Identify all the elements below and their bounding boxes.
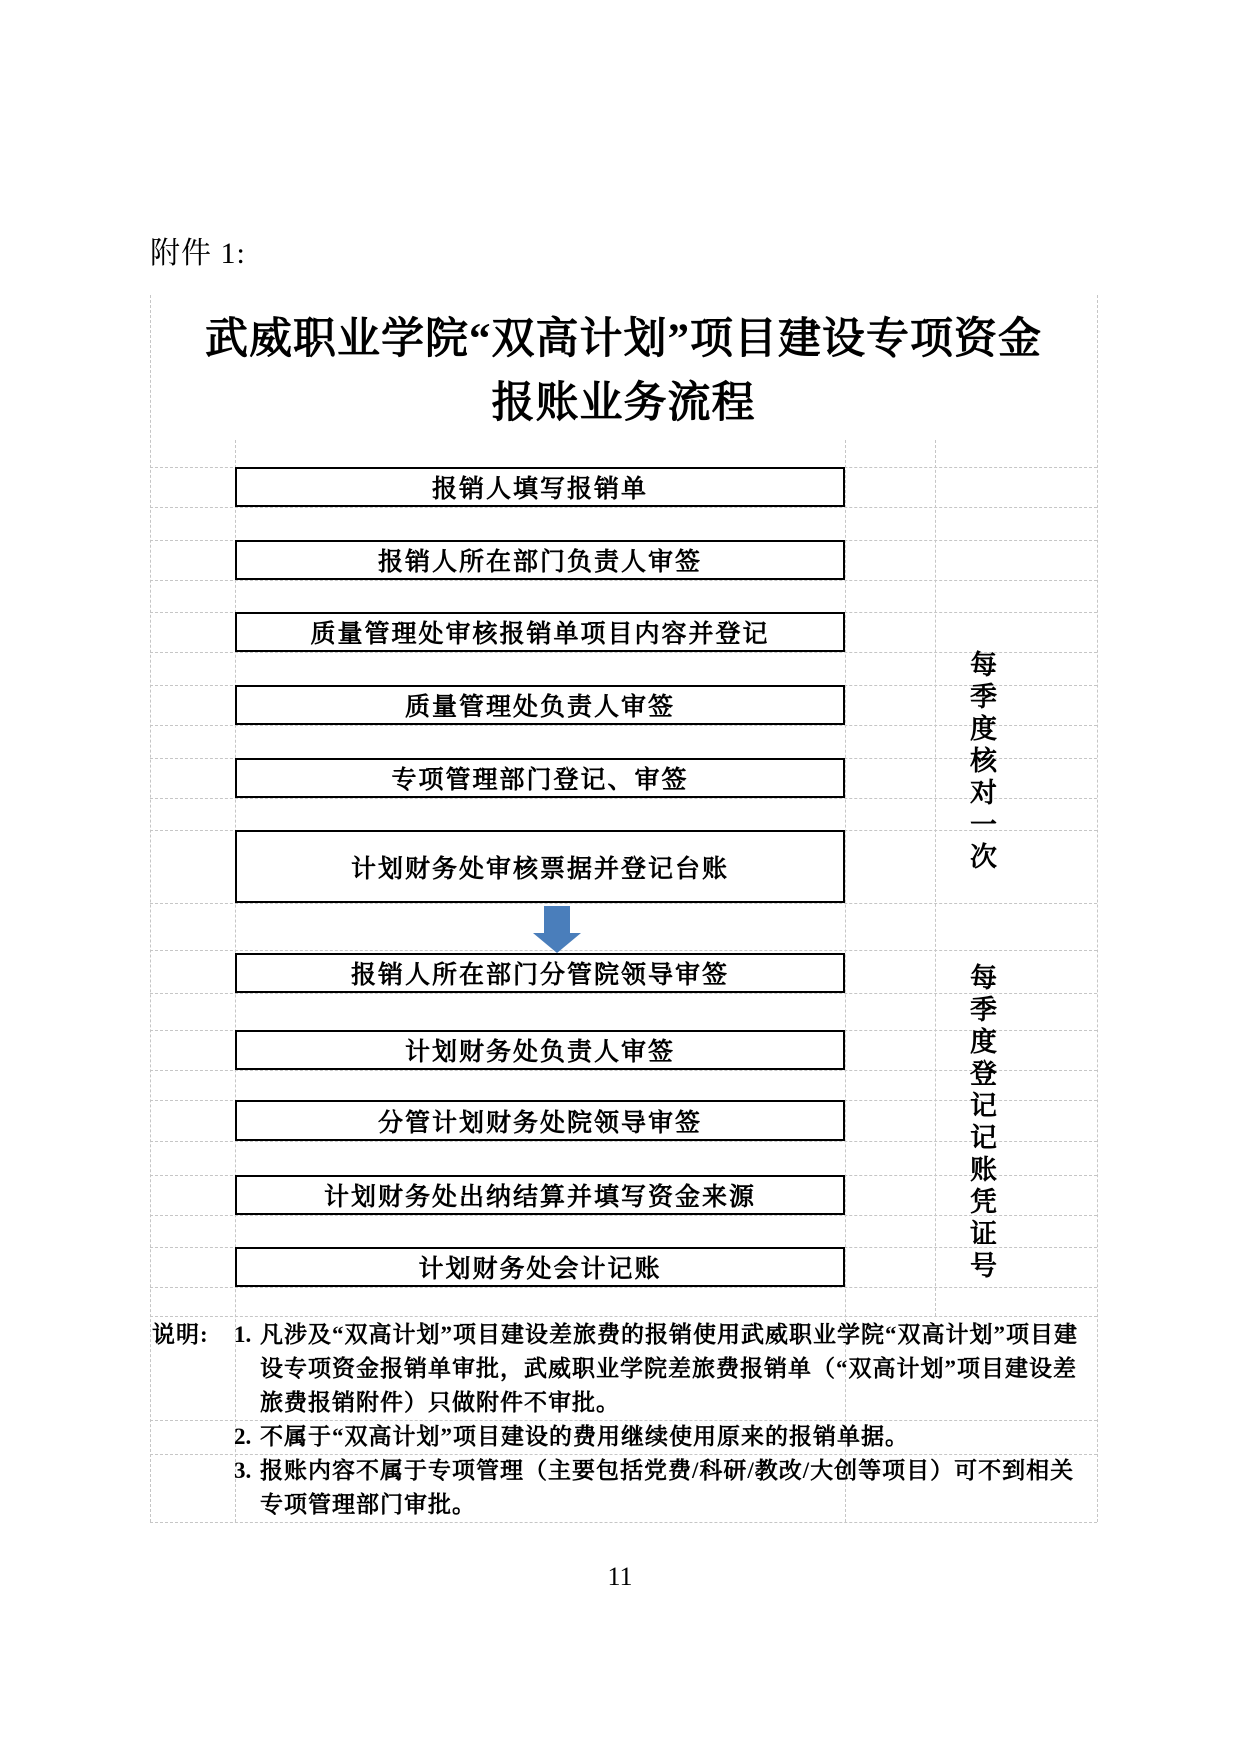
page-title-line2: 报账业务流程 bbox=[491, 380, 756, 427]
note-number: 2. bbox=[234, 1424, 252, 1449]
grid-line-horizontal bbox=[150, 1522, 1097, 1523]
page-title bbox=[150, 308, 1097, 436]
grid-line-horizontal bbox=[150, 903, 1097, 904]
grid-line-horizontal bbox=[150, 1316, 1097, 1317]
grid-line-horizontal bbox=[150, 1215, 1097, 1216]
side-label-quarterly-check: 每季度核对一次 bbox=[966, 650, 996, 874]
grid-line-horizontal bbox=[150, 507, 1097, 508]
flow-step-3 bbox=[235, 612, 845, 652]
flow-step-9 bbox=[235, 1100, 845, 1141]
flow-step-8 bbox=[235, 1030, 845, 1070]
notes-heading: 说明: bbox=[152, 1322, 209, 1347]
grid-line-horizontal bbox=[150, 798, 1097, 799]
flow-step-9-label: 分管计划财务处院领导审签 bbox=[377, 1109, 702, 1137]
flow-step-7-label: 报销人所在部门分管院领导审签 bbox=[350, 962, 729, 989]
flow-step-5-label: 专项管理部门登记、审签 bbox=[391, 767, 689, 794]
flow-step-1 bbox=[235, 467, 845, 507]
flow-step-11 bbox=[235, 1247, 845, 1287]
flow-step-2-label: 报销人所在部门负责人审签 bbox=[377, 549, 702, 576]
down-arrow-icon bbox=[533, 906, 581, 953]
page-title-line1: 武威职业学院“双高计划”项目建设专项资金 bbox=[205, 316, 1042, 363]
flow-step-10 bbox=[235, 1175, 845, 1215]
note-number: 3. bbox=[234, 1458, 252, 1483]
grid-line-vertical bbox=[1097, 295, 1098, 1522]
grid-line-vertical bbox=[935, 440, 936, 1316]
grid-line-horizontal bbox=[150, 993, 1097, 994]
grid-line-horizontal bbox=[150, 950, 1097, 951]
note-text: 凡涉及“双高计划”项目建设差旅费的报销使用武威职业学院“双高计划”项目建设专项资金报销单审批，武威职业学院差旅费报销单（“双高计划”项目建设差旅费报销附件）只做附件不审批。 bbox=[260, 1322, 1078, 1415]
flow-step-3-label: 质量管理处审核报销单项目内容并登记 bbox=[310, 621, 770, 648]
flow-step-2 bbox=[235, 540, 845, 580]
flow-step-6 bbox=[235, 830, 845, 903]
flow-step-8-label: 计划财务处负责人审签 bbox=[404, 1039, 675, 1066]
note-item bbox=[152, 1420, 1097, 1454]
flow-step-7 bbox=[235, 953, 845, 993]
note-item bbox=[152, 1454, 1097, 1522]
flow-step-1-label: 报销人填写报销单 bbox=[431, 476, 648, 503]
page-number: 11 bbox=[607, 1562, 633, 1591]
flow-step-11-label: 计划财务处会计记账 bbox=[418, 1256, 662, 1283]
grid-line-horizontal bbox=[150, 1070, 1097, 1071]
grid-line-horizontal bbox=[150, 1287, 1097, 1288]
note-item bbox=[152, 1318, 1097, 1420]
attachment-label: 附件 1: bbox=[150, 237, 246, 270]
grid-line-horizontal bbox=[150, 1141, 1097, 1142]
note-text: 报账内容不属于专项管理（主要包括党费/科研/教改/大创等项目）可不到相关专项管理部门审批。 bbox=[260, 1458, 1075, 1517]
grid-line-vertical bbox=[150, 295, 151, 1522]
note-text: 不属于“双高计划”项目建设的费用继续使用原来的报销单据。 bbox=[260, 1424, 909, 1449]
flow-step-6-label: 计划财务处审核票据并登记台账 bbox=[350, 855, 729, 883]
flow-step-4 bbox=[235, 685, 845, 725]
side-label-voucher-register: 每季度登记记账凭证号 bbox=[966, 963, 996, 1283]
notes-section bbox=[152, 1318, 1097, 1522]
flow-step-10-label: 计划财务处出纳结算并填写资金来源 bbox=[323, 1184, 756, 1211]
flow-step-5 bbox=[235, 758, 845, 798]
note-number: 1. bbox=[234, 1322, 252, 1347]
grid-line-horizontal bbox=[150, 580, 1097, 581]
flow-step-4-label: 质量管理处负责人审签 bbox=[404, 694, 675, 721]
grid-line-horizontal bbox=[150, 652, 1097, 653]
grid-line-horizontal bbox=[150, 725, 1097, 726]
